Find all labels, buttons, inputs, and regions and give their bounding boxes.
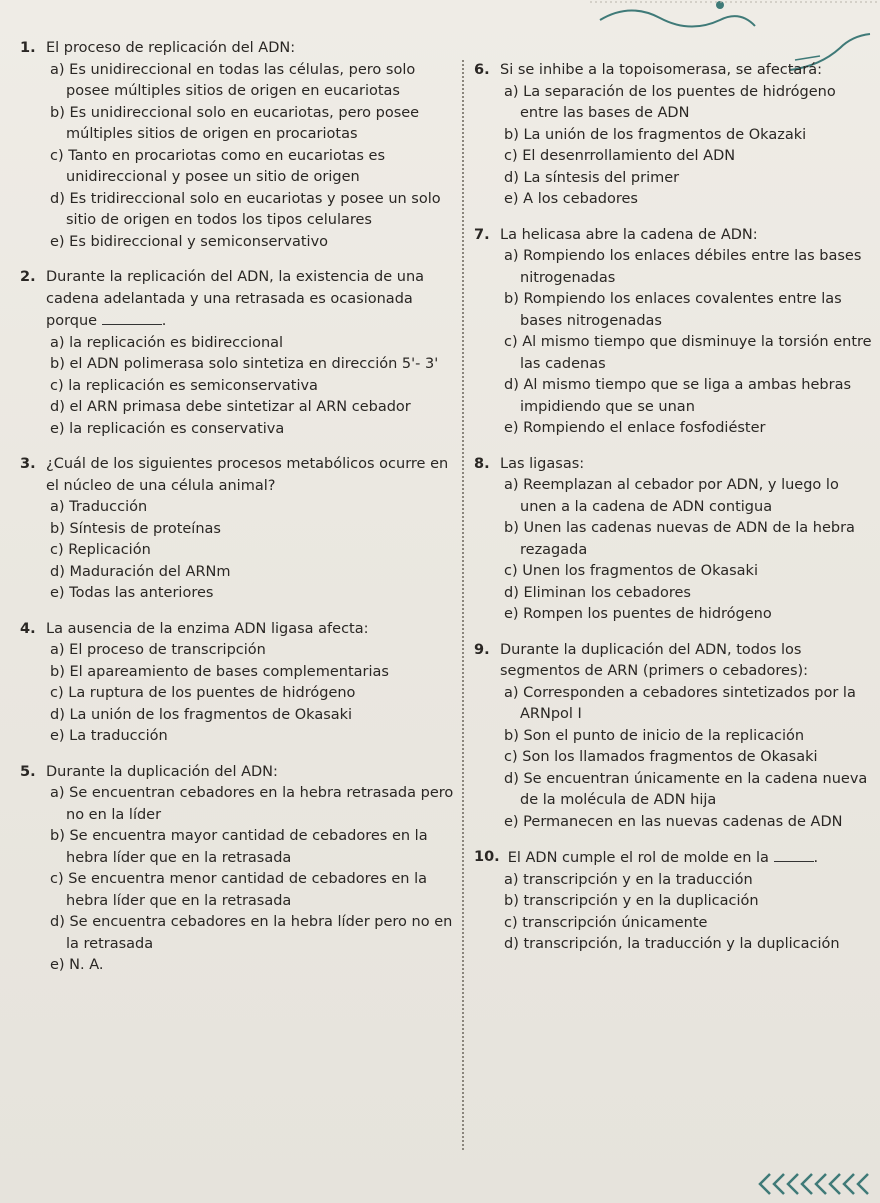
option-b: b) Síntesis de proteínas: [50, 520, 221, 537]
option-a: a) Rompiendo los enlaces débiles entre las bases nitrogenadas: [504, 248, 862, 286]
question-1: [20, 38, 460, 253]
option-b: b) Unen las cadenas nuevas de ADN de la hebra rezagada: [504, 520, 855, 558]
option-e: e) Rompen los puentes de hidrógeno: [504, 606, 772, 622]
option-a: a) Reemplazan al cebador por ADN, y luego lo unen a la cadena de ADN contigua: [504, 477, 839, 515]
answer-blank[interactable]: [102, 310, 162, 325]
question-number: 4.: [20, 620, 36, 637]
left-column: [20, 38, 460, 991]
option-c: c) Unen los fragmentos de Okasaki: [504, 563, 758, 579]
question-number: 9.: [474, 641, 490, 658]
option-a: a) Traducción: [50, 499, 148, 515]
question-7: [474, 225, 874, 440]
option-c: c) La ruptura de los puentes de hidrógeno: [50, 685, 356, 701]
option-b: b) Se encuentra mayor cantidad de cebadores en la hebra líder que en la retrasada: [50, 828, 428, 866]
option-c: c) Se encuentra menor cantidad de cebadores en la hebra líder que en la retrasada: [50, 871, 427, 909]
question-5: [20, 762, 460, 977]
question-text-after-blank: .: [161, 313, 167, 329]
option-c: c) la replicación es semiconservativa: [50, 377, 318, 394]
question-text: Durante la duplicación del ADN:: [46, 763, 278, 780]
option-a: a) Es unidireccional en todas las células, pero solo posee múltiples sitios de origen en eucariotas: [50, 61, 416, 99]
question-number: 7.: [474, 226, 490, 243]
option-e: e) A los cebadores: [504, 191, 638, 207]
option-d: d) Maduración del ARNm: [50, 563, 231, 580]
question-3: [20, 454, 460, 605]
chevron-row-icon: [756, 1170, 876, 1198]
option-d: d) Se encuentra cebadores en la hebra líder pero no en la retrasada: [50, 914, 453, 952]
question-text-after-blank: .: [813, 850, 819, 866]
question-10: [474, 847, 874, 956]
option-a: a) Se encuentran cebadores en la hebra retrasada pero no en la líder: [50, 785, 454, 823]
option-e: e) N. A.: [50, 957, 104, 973]
question-number: 2.: [20, 269, 36, 285]
option-c: c) Replicación: [50, 542, 151, 558]
option-a: a) La separación de los puentes de hidrógeno entre las bases de ADN: [504, 83, 836, 121]
question-text: La helicasa abre la cadena de ADN:: [500, 226, 758, 243]
question-number: 3.: [20, 456, 36, 472]
question-number: 8.: [474, 455, 490, 472]
question-text-before-blank: Durante la replicación del ADN, la existencia de una cadena adelantada y una retrasada es ocasionada porque: [46, 269, 425, 329]
option-b: b) transcripción y en la duplicación: [504, 893, 759, 909]
question-8: [474, 454, 874, 626]
option-b: b) el ADN polimerasa solo sintetiza en dirección 5'- 3': [50, 356, 439, 372]
question-text: ¿Cuál de los siguientes procesos metabólicos ocurre en el núcleo de una célula animal?: [46, 456, 449, 494]
option-e: e) Es bidireccional y semiconservativo: [50, 233, 329, 250]
question-4: [20, 619, 460, 748]
option-a: a) El proceso de transcripción: [50, 642, 266, 658]
question-text: Las ligasas:: [500, 455, 585, 472]
question-text: [46, 267, 460, 333]
option-a: a) transcripción y en la traducción: [504, 871, 753, 888]
option-e: e) La traducción: [50, 728, 168, 744]
option-c: c) Al mismo tiempo que disminuye la torsión entre las cadenas: [504, 334, 872, 372]
option-d: d) transcripción, la traducción y la duplicación: [504, 936, 840, 952]
option-e: e) Permanecen en las nuevas cadenas de ADN: [504, 813, 843, 830]
question-9: [474, 640, 874, 834]
question-number: 10.: [474, 849, 500, 865]
option-d: d) La unión de los fragmentos de Okasaki: [50, 706, 353, 723]
question-number: 6.: [474, 62, 490, 78]
question-2: [20, 267, 460, 440]
question-text-before-blank: El ADN cumple el rol de molde en la: [507, 850, 769, 866]
option-b: b) Son el punto de inicio de la replicación: [504, 727, 805, 744]
question-number: 1.: [20, 40, 36, 56]
question-text: [508, 847, 874, 870]
option-b: b) La unión de los fragmentos de Okazaki: [504, 126, 807, 143]
option-a: a) la replicación es bidireccional: [50, 334, 284, 351]
question-text: Durante la duplicación del ADN, todos los segmentos de ARN (primers o cebadores):: [500, 641, 809, 679]
option-d: d) Se encuentran únicamente en la cadena nueva de la molécula de ADN hija: [504, 770, 868, 808]
question-text: La ausencia de la enzima ADN ligasa afecta:: [46, 620, 369, 637]
option-c: c) Son los llamados fragmentos de Okasaki: [504, 749, 818, 765]
option-d: d) Eliminan los cebadores: [504, 584, 691, 601]
answer-blank[interactable]: [774, 847, 814, 862]
option-d: d) Es tridireccional solo en eucariotas y posee un solo sitio de origen en todos los tipos celulares: [50, 190, 441, 228]
option-c: c) El desenrrollamiento del ADN: [504, 148, 736, 164]
question-text: Si se inhibe a la topoisomerasa, se afectará:: [500, 62, 823, 78]
option-d: d) Al mismo tiempo que se liga a ambas hebras impidiendo que se unan: [504, 377, 852, 415]
question-number: 5.: [20, 763, 36, 780]
question-text: El proceso de replicación del ADN:: [46, 40, 296, 56]
option-b: b) Rompiendo los enlaces covalentes entre las bases nitrogenadas: [504, 291, 842, 329]
option-b: b) Es unidireccional solo en eucariotas, pero posee múltiples sitios de origen en procariotas: [50, 104, 420, 142]
option-e: e) Todas las anteriores: [50, 585, 214, 601]
option-e: e) la replicación es conservativa: [50, 420, 285, 437]
option-c: c) Tanto en procariotas como en eucariotas es unidireccional y posee un sitio de origen: [50, 147, 386, 185]
option-d: d) La síntesis del primer: [504, 169, 680, 186]
option-b: b) El apareamiento de bases complementarias: [50, 663, 389, 680]
option-c: c) transcripción únicamente: [504, 914, 708, 931]
question-6: [474, 60, 874, 211]
right-column: [474, 60, 874, 970]
column-divider: [462, 60, 464, 1150]
option-a: a) Corresponden a cebadores sintetizados por la ARNpol I: [504, 684, 856, 722]
option-e: e) Rompiendo el enlace fosfodiéster: [504, 420, 766, 436]
option-d: d) el ARN primasa debe sintetizar al ARN cebador: [50, 399, 411, 415]
